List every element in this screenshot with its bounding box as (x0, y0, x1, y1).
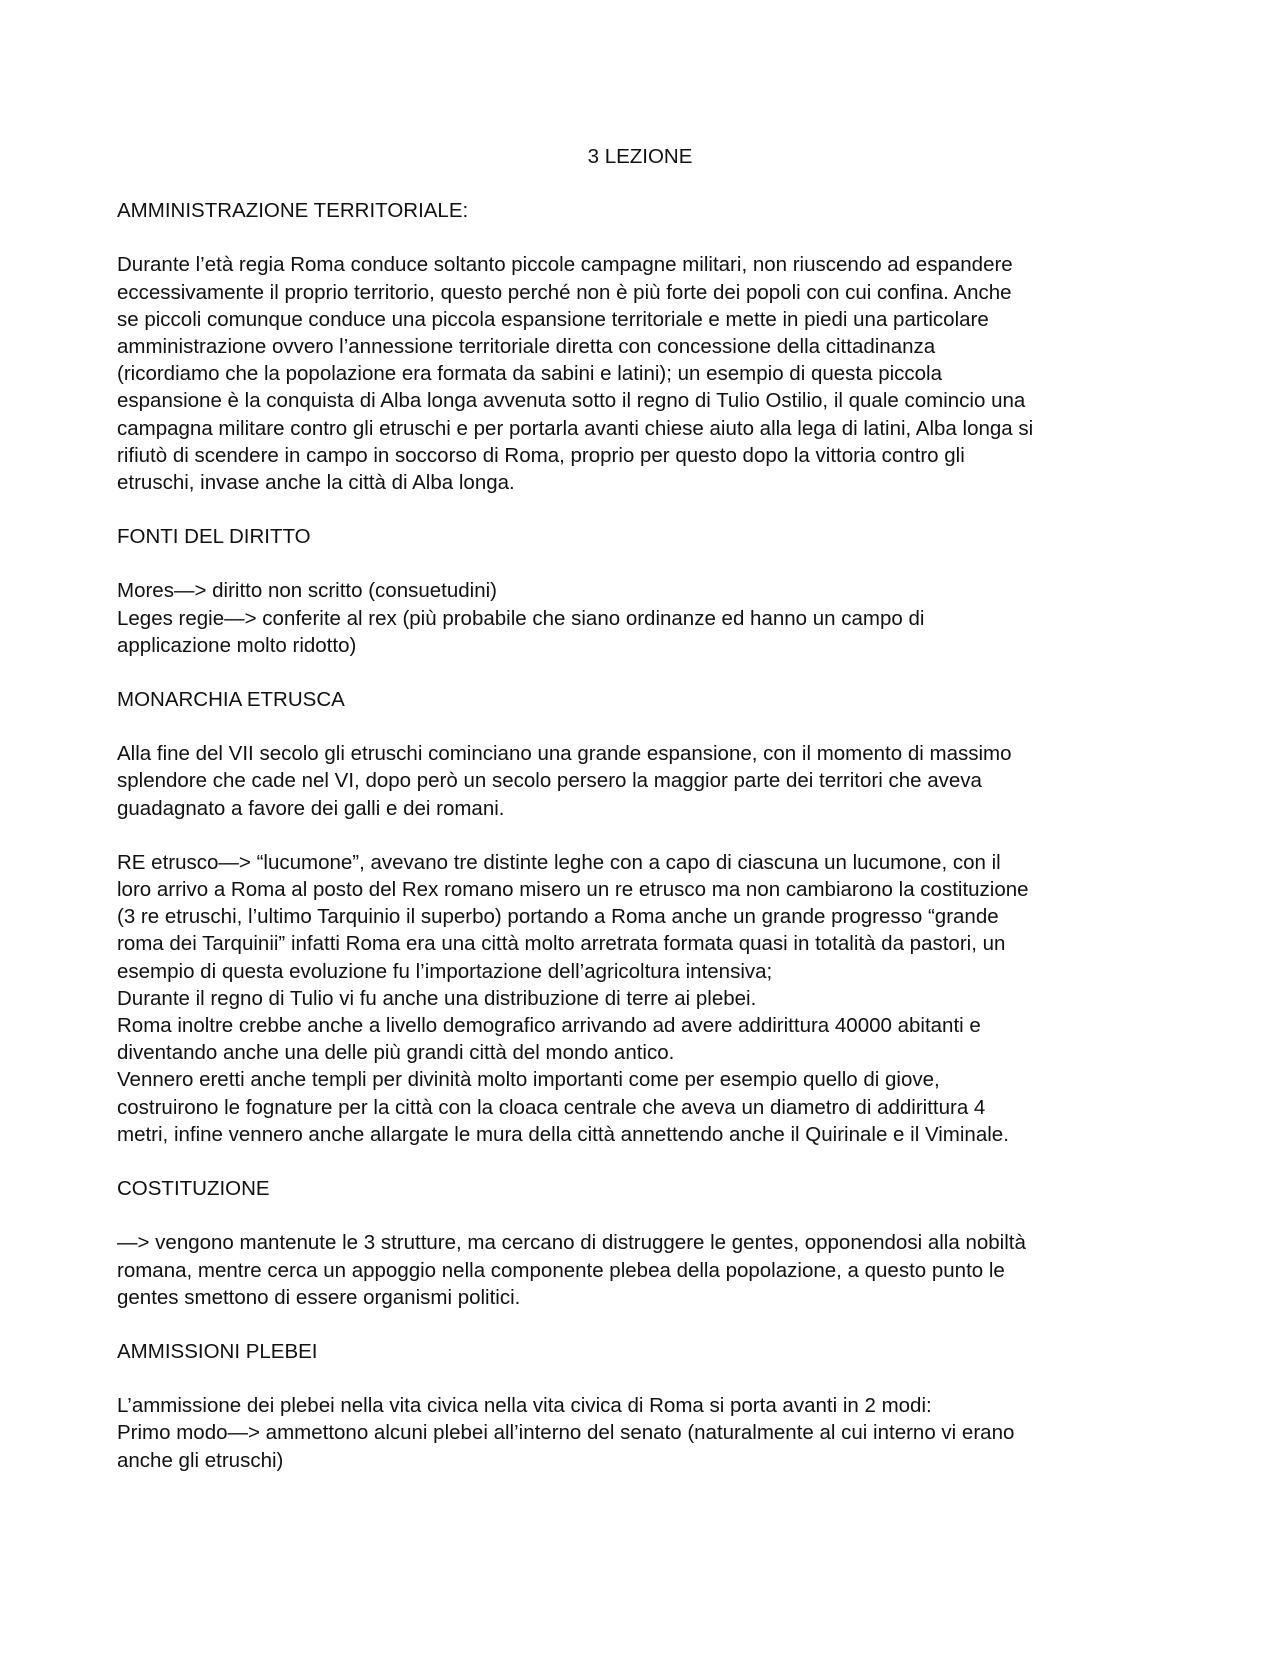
text-line: costruirono le fognature per la città con la cloaca centrale che aveva un diametro di addirittura 4 (117, 1095, 986, 1119)
text-line: anche gli etruschi) (117, 1448, 284, 1472)
text-line: Alla fine del VII secolo gli etruschi cominciano una grande espansione, con il momento di massimo (117, 742, 1012, 766)
text-line: loro arrivo a Roma al posto del Rex romano misero un re etrusco ma non cambiarono la costituzione (117, 878, 1029, 902)
text-line: (3 re etruschi, l’ultimo Tarquinio il superbo) portando a Roma anche un grande progresso “grande (117, 905, 999, 929)
text-line: Mores—> diritto non scritto (consuetudini) (117, 579, 497, 603)
heading-costituzione: COSTITUZIONE (117, 1177, 270, 1201)
text-line: se piccoli comunque conduce una piccola espansione territoriale e mette in piedi una particolare (117, 307, 989, 331)
heading-ammissioni-plebei: AMMISSIONI PLEBEI (117, 1339, 318, 1363)
text-line: (ricordiamo che la popolazione era formata da sabini e latini); un esempio di questa piccola (117, 362, 943, 386)
text-line: rifiutò di scendere in campo in soccorso di Roma, proprio per questo dopo la vittoria contro gli (117, 443, 965, 467)
text-line: romana, mentre cerca un appoggio nella componente plebea della popolazione, a questo punto le (117, 1258, 1005, 1282)
page-title: 3 LEZIONE (587, 145, 693, 168)
text-line: Primo modo—> ammettono alcuni plebei all’interno del senato (naturalmente al cui interno vi erano (117, 1421, 1015, 1445)
text-line: esempio di questa evoluzione fu l’importazione dell’agricoltura intensiva; (117, 959, 773, 983)
text-line: Leges regie—> conferite al rex (più probabile che siano ordinanze ed hanno un campo di (117, 606, 925, 630)
text-line: eccessivamente il proprio territorio, questo perché non è più forte dei popoli con cui confina. Anche (117, 280, 1012, 304)
text-line: roma dei Tarquinii” infatti Roma era una città molto arretrata formata quasi in totalità da pastori, un (117, 932, 1006, 956)
text-line: gentes smettono di essere organismi politici. (117, 1285, 521, 1309)
text-line: espansione è la conquista di Alba longa avvenuta sotto il regno di Tulio Ostilio, il quale comincio una (117, 389, 1026, 413)
text-line: etruschi, invase anche la città di Alba longa. (117, 471, 515, 495)
paragraph-costituzione (117, 1229, 1163, 1311)
text-line: Vennero eretti anche templi per divinità molto importanti come per esempio quello di giove, (117, 1068, 940, 1092)
document-page (117, 143, 1163, 1501)
text-line: metri, infine vennero anche allargate le mura della città annettendo anche il Quirinale e il Viminale. (117, 1122, 1009, 1146)
text-line: guadagnato a favore dei galli e dei romani. (117, 796, 505, 820)
text-line: splendore che cade nel VI, dopo però un secolo persero la maggior parte dei territori che aveva (117, 769, 982, 793)
text-line: Durante l’età regia Roma conduce soltanto piccole campagne militari, non riuscendo ad espandere (117, 253, 1013, 277)
text-line: amministrazione ovvero l’annessione territoriale diretta con concessione della cittadinanza (117, 335, 936, 359)
paragraph-monarchia-2 (117, 849, 1163, 1148)
text-line: L’ammissione dei plebei nella vita civica nella vita civica di Roma si porta avanti in 2 modi: (117, 1394, 932, 1418)
text-line: campagna militare contro gli etruschi e per portarla avanti chiese aiuto alla lega di latini, Alba longa si (117, 416, 1034, 440)
text-line: diventando anche una delle più grandi città del mondo antico. (117, 1041, 675, 1065)
heading-fonti-del-diritto: FONTI DEL DIRITTO (117, 525, 311, 549)
paragraph-fonti (117, 577, 1163, 659)
text-line: Roma inoltre crebbe anche a livello demografico arrivando ad avere addirittura 40000 abitanti e (117, 1014, 981, 1038)
paragraph-ammissioni (117, 1392, 1163, 1474)
paragraph-monarchia-1 (117, 740, 1163, 822)
heading-monarchia-etrusca: MONARCHIA ETRUSCA (117, 688, 345, 712)
text-line: applicazione molto ridotto) (117, 633, 357, 657)
text-line: —> vengono mantenute le 3 strutture, ma cercano di distruggere le gentes, opponendosi alla nobiltà (117, 1231, 1026, 1255)
heading-amministrazione: AMMINISTRAZIONE TERRITORIALE: (117, 199, 469, 223)
text-line: Durante il regno di Tulio vi fu anche una distribuzione di terre ai plebei. (117, 986, 757, 1010)
text-line: RE etrusco—> “lucumone”, avevano tre distinte leghe con a capo di ciascuna un lucumone, con il (117, 850, 1001, 874)
paragraph-amministrazione (117, 251, 1163, 496)
